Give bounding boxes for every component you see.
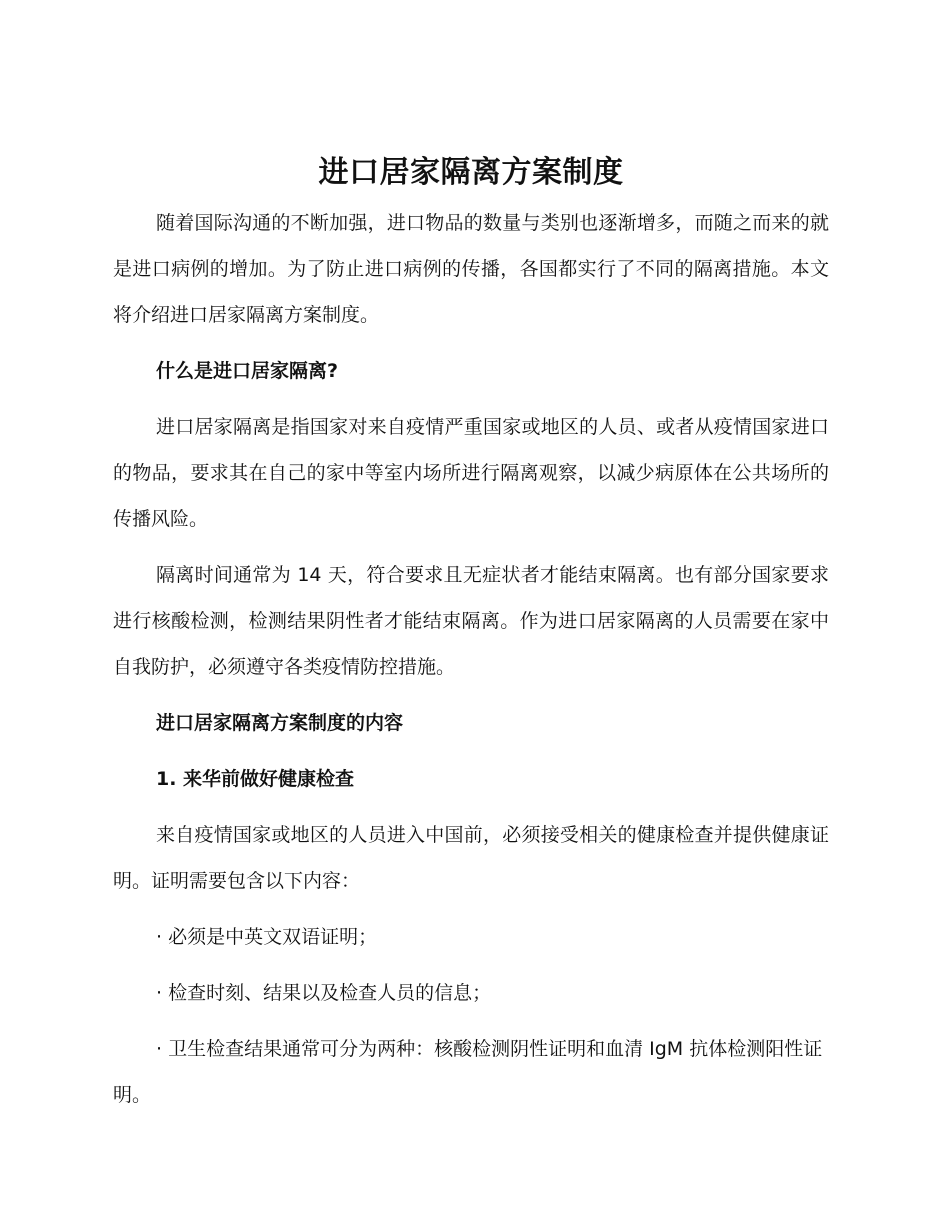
definition-paragraph: 进口居家隔离是指国家对来自疫情严重国家或地区的人员、或者从疫情国家进口的物品，要求其在自己的家中等室内场所进行隔离观察，以减少病原体在公共场所的传播风险。	[113, 416, 829, 530]
health-check-paragraph: 来自疫情国家或地区的人员进入中国前，必须接受相关的健康检查并提供健康证明。证明需要包含以下内容：	[113, 824, 829, 892]
list-item: · 必须是中英文双语证明；	[156, 926, 378, 948]
section-heading-what-is: 什么是进口居家隔离?	[156, 360, 339, 382]
duration-paragraph: 隔离时间通常为 14 天，符合要求且无症状者才能结束隔离。也有部分国家要求进行核酸检测，检测结果阴性者才能结束隔离。作为进口居家隔离的人员需要在家中自我防护，必须遵守各类疫情防控措施。	[113, 564, 829, 678]
list-item: · 检查时刻、结果以及检查人员的信息；	[156, 982, 492, 1004]
section-heading-contents: 进口居家隔离方案制度的内容	[156, 712, 404, 734]
document-title: 进口居家隔离方案制度	[318, 155, 624, 190]
intro-paragraph: 随着国际沟通的不断加强，进口物品的数量与类别也逐渐增多，而随之而来的就是进口病例的增加。为了防止进口病例的传播，各国都实行了不同的隔离措施。本文将介绍进口居家隔离方案制度。	[113, 212, 829, 326]
subheading-health-check: 1. 来华前做好健康检查	[156, 768, 355, 790]
list-item: · 卫生检查结果通常可分为两种：核酸检测阴性证明和血清 IgM 抗体检测阳性证明。	[113, 1038, 823, 1106]
document-body	[113, 150, 829, 1128]
